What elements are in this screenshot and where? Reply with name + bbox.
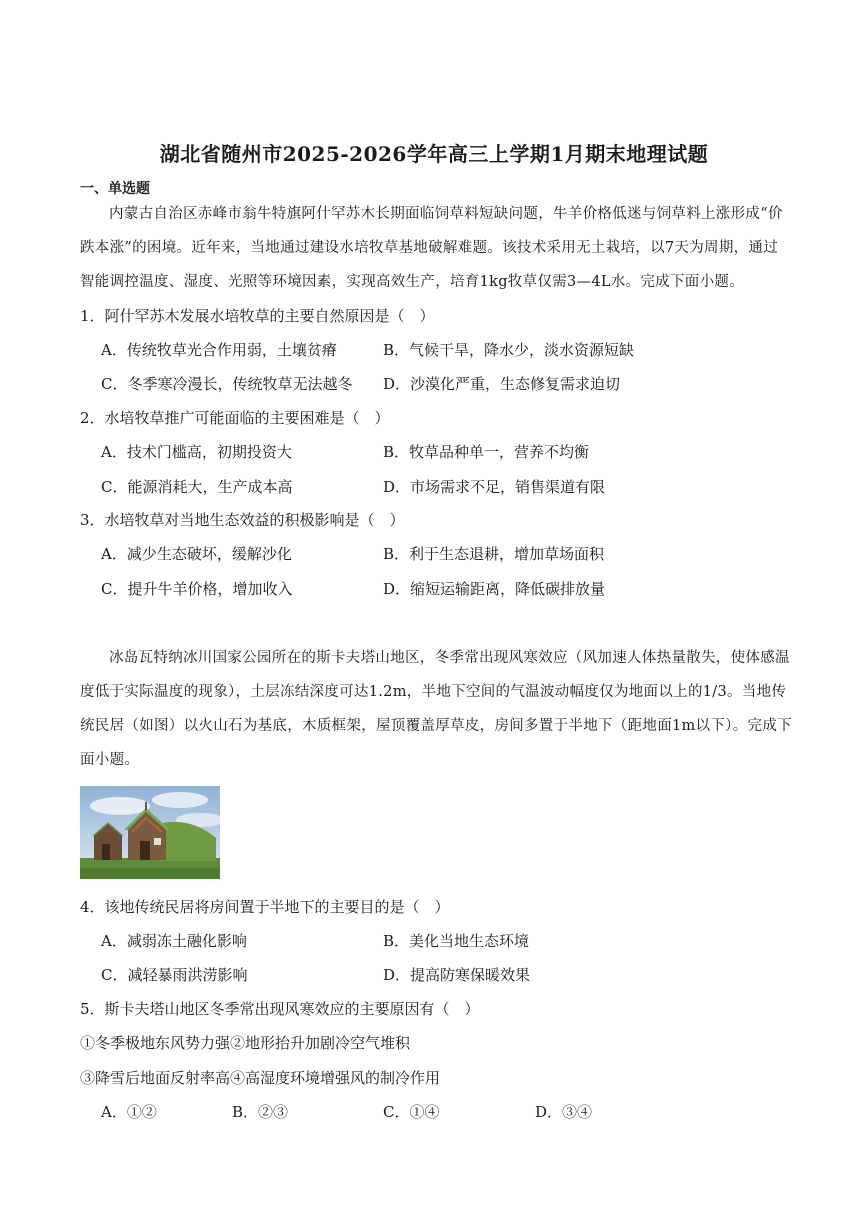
question-5-option-d: D．③④ <box>535 1103 593 1121</box>
question-1-stem: 1．阿什罕苏木发展水培牧草的主要自然原因是（ ） <box>80 307 435 325</box>
question-4-option-c: C．减轻暴雨洪涝影响 <box>101 966 248 984</box>
question-5-stem: 5．斯卡夫塔山地区冬季常出现风寒效应的主要原因有（ ） <box>80 1000 480 1018</box>
question-3-option-a: A．减少生态破坏，缓解沙化 <box>101 545 292 563</box>
section-heading: 一、单选题 <box>80 181 150 197</box>
question-5-statements-1: ①冬季极地东风势力强②地形抬升加剧冷空气堆积 <box>80 1034 411 1052</box>
question-1-option-b: B．气候干旱，降水少，淡水资源短缺 <box>383 341 635 359</box>
question-3-option-c: C．提升牛羊价格，增加收入 <box>101 580 293 598</box>
question-2-option-b: B．牧草品种单一，营养不均衡 <box>383 443 590 461</box>
passage-2: 冰岛瓦特纳冰川国家公园所在的斯卡夫塔山地区，冬季常出现风寒效应（风加速人体热量散失，使体感温度低于实际温度的现象），土层冻结深度可达1.2m，半地下空间的气温波动幅度仅为地面以上的1/3。当地传统民居（如图）以火山石为基底，木质框架，屋顶覆盖厚草皮，房间多置于半地下（距地面1m以下）。完成下面小题。 <box>80 650 792 768</box>
question-1-option-a: A．传统牧草光合作用弱，土壤贫瘠 <box>101 341 337 359</box>
question-3-stem: 3．水培牧草对当地生态效益的积极影响是（ ） <box>80 511 405 529</box>
question-2-option-c: C．能源消耗大，生产成本高 <box>101 478 293 496</box>
question-1-option-c: C．冬季寒冷漫长，传统牧草无法越冬 <box>101 375 353 393</box>
question-4-stem: 4．该地传统民居将房间置于半地下的主要目的是（ ） <box>80 898 450 916</box>
question-5-option-b: B．②③ <box>232 1103 289 1121</box>
question-5-option-c: C．①④ <box>383 1103 440 1121</box>
question-2-option-d: D．市场需求不足，销售渠道有限 <box>383 478 606 496</box>
question-3-option-d: D．缩短运输距离，降低碳排放量 <box>383 580 606 598</box>
question-5-option-a: A．①② <box>101 1103 157 1121</box>
question-3-option-b: B．利于生态退耕，增加草场面积 <box>383 545 605 563</box>
question-4-option-b: B．美化当地生态环境 <box>383 932 530 950</box>
question-4-option-d: D．提高防寒保暖效果 <box>383 966 531 984</box>
question-2-stem: 2．水培牧草推广可能面临的主要困难是（ ） <box>80 409 390 427</box>
page-title: 湖北省随州市2025-2026学年高三上学期1月期末地理试题 <box>159 142 709 166</box>
turf-house-photo <box>80 786 220 879</box>
question-5-statements-2: ③降雪后地面反射率高④高湿度环境增强风的制冷作用 <box>80 1069 441 1087</box>
passage-1: 内蒙古自治区赤峰市翁牛特旗阿什罕苏木长期面临饲草料短缺问题，牛羊价格低迷与饲草料上涨形成“价跌本涨”的困境。近年来，当地通过建设水培牧草基地破解难题。该技术采用无土栽培，以7天为周期，通过智能调控温度、湿度、光照等环境因素，实现高效生产，培育1kg牧草仅需3—4L水。完成下面小题。 <box>80 206 783 290</box>
question-1-option-d: D．沙漠化严重，生态修复需求迫切 <box>383 375 621 393</box>
question-4-option-a: A．减弱冻土融化影响 <box>101 932 247 950</box>
question-2-option-a: A．技术门槛高，初期投资大 <box>101 443 292 461</box>
